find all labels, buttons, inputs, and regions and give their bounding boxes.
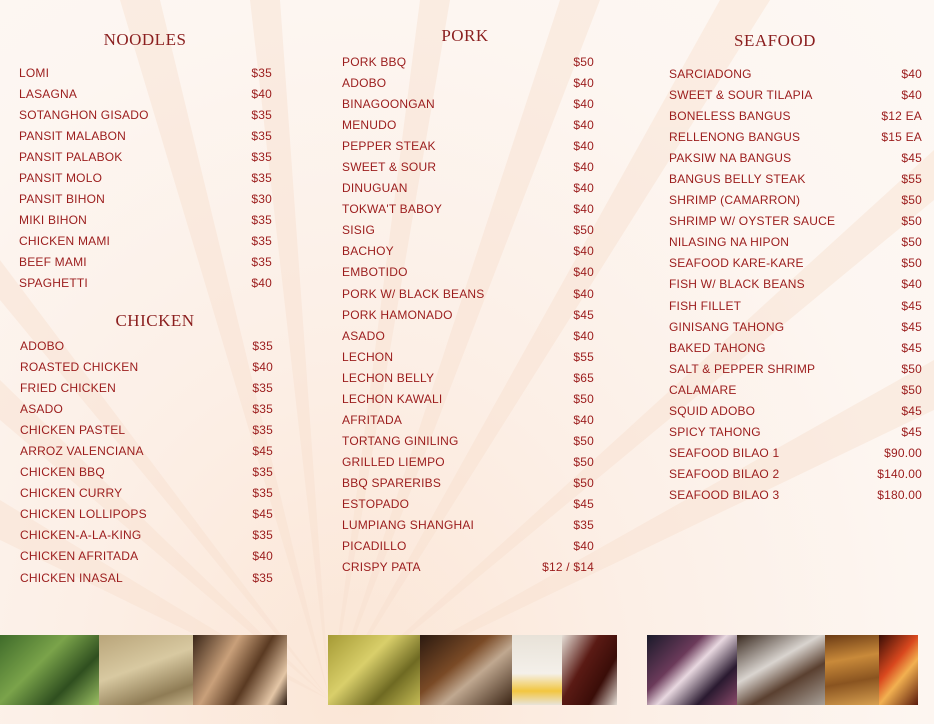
menu-item bbox=[669, 443, 922, 464]
item-name: PORK BBQ bbox=[342, 55, 407, 69]
menu-item bbox=[342, 536, 594, 557]
item-name: BONELESS BANGUS bbox=[669, 109, 791, 124]
item-price: $65 bbox=[573, 370, 594, 385]
item-name: LASAGNA bbox=[19, 87, 78, 102]
item-price: $50 bbox=[901, 361, 922, 376]
menu-item bbox=[342, 347, 594, 368]
item-price: $50 bbox=[573, 55, 594, 69]
menu-item bbox=[19, 210, 272, 231]
item-price: $45 bbox=[573, 496, 594, 511]
menu-item bbox=[669, 253, 922, 274]
item-name: PANSIT BIHON bbox=[19, 192, 105, 207]
menu-item bbox=[20, 378, 273, 399]
seafood-heading: SEAFOOD bbox=[734, 31, 816, 50]
item-name: SQUID ADOBO bbox=[669, 403, 756, 418]
menu-item bbox=[19, 126, 272, 147]
menu-item bbox=[669, 317, 922, 338]
item-price: $40 bbox=[573, 412, 594, 427]
menu-item bbox=[19, 273, 272, 294]
item-price: $40 bbox=[901, 88, 922, 103]
menu-item bbox=[342, 220, 594, 241]
menu-item bbox=[669, 232, 922, 253]
item-name: BINAGOONGAN bbox=[342, 97, 435, 112]
item-name: ASADO bbox=[342, 328, 386, 343]
menu-item bbox=[342, 515, 594, 536]
item-name: MIKI BIHON bbox=[19, 213, 88, 228]
item-name: SALT & PEPPER SHRIMP bbox=[669, 361, 816, 376]
item-name: PANSIT MOLO bbox=[19, 171, 103, 186]
item-name: GINISANG TAHONG bbox=[669, 319, 785, 334]
item-name: BAKED TAHONG bbox=[669, 340, 766, 355]
food-photo-mussels bbox=[647, 635, 737, 705]
item-price: $35 bbox=[251, 108, 272, 123]
item-price: $40 bbox=[573, 97, 594, 112]
item-name: ASADO bbox=[20, 402, 64, 417]
food-photo-seafood bbox=[737, 635, 825, 705]
item-name: FISH FILLET bbox=[669, 298, 742, 313]
menu-item bbox=[20, 568, 273, 589]
menu-item bbox=[20, 483, 273, 504]
item-name: LUMPIANG SHANGHAI bbox=[342, 518, 475, 533]
item-price: $50 bbox=[573, 391, 594, 406]
noodles-list bbox=[19, 63, 272, 295]
item-price: $35 bbox=[251, 255, 272, 270]
item-name: ADOBO bbox=[20, 339, 65, 353]
food-photo-lechon bbox=[420, 635, 512, 705]
item-price: $50 bbox=[901, 235, 922, 250]
item-price: $45 bbox=[573, 307, 594, 322]
item-name: SEAFOOD BILAO 1 bbox=[669, 445, 780, 460]
item-name: RELLENONG BANGUS bbox=[669, 130, 801, 145]
menu-item bbox=[342, 94, 594, 115]
menu-item bbox=[19, 231, 272, 252]
menu-item bbox=[20, 441, 273, 462]
item-price: $35 bbox=[252, 339, 273, 353]
item-price: $35 bbox=[251, 129, 272, 144]
item-price: $45 bbox=[901, 151, 922, 166]
item-price: $45 bbox=[901, 340, 922, 355]
item-price: $180.00 bbox=[877, 487, 922, 502]
item-price: $15 EA bbox=[881, 130, 922, 145]
item-price: $40 bbox=[252, 360, 273, 375]
item-name: SWEET & SOUR TILAPIA bbox=[669, 88, 813, 103]
item-name: LECHON BELLY bbox=[342, 370, 435, 385]
menu-item bbox=[342, 368, 594, 389]
food-photo-shrimp bbox=[879, 635, 918, 705]
menu-item bbox=[19, 189, 272, 210]
item-price: $50 bbox=[901, 214, 922, 229]
item-price: $35 bbox=[251, 150, 272, 165]
item-price: $50 bbox=[573, 454, 594, 469]
menu-item bbox=[19, 147, 272, 168]
item-price: $40 bbox=[573, 181, 594, 196]
menu-item bbox=[342, 136, 594, 157]
menu-item bbox=[342, 431, 594, 452]
item-price: $40 bbox=[901, 277, 922, 292]
item-price: $35 bbox=[251, 171, 272, 186]
item-price: $50 bbox=[573, 223, 594, 238]
menu-item bbox=[669, 359, 922, 380]
item-name: CHICKEN PASTEL bbox=[20, 423, 126, 438]
menu-item bbox=[342, 241, 594, 262]
item-name: NILASING NA HIPON bbox=[669, 235, 790, 250]
item-price: $55 bbox=[901, 172, 922, 187]
item-price: $45 bbox=[252, 507, 273, 522]
item-price: $12 EA bbox=[881, 109, 922, 124]
item-name: SISIG bbox=[342, 223, 376, 238]
chicken-list bbox=[20, 336, 273, 589]
item-name: CHICKEN BBQ bbox=[20, 465, 105, 480]
menu-item bbox=[669, 127, 922, 148]
food-photo-sausage bbox=[562, 635, 617, 705]
item-price: $40 bbox=[573, 76, 594, 91]
item-name: ESTOPADO bbox=[342, 496, 410, 511]
pork-heading: PORK bbox=[441, 26, 489, 45]
item-name: CALAMARE bbox=[669, 382, 737, 397]
item-name: SHRIMP W/ OYSTER SAUCE bbox=[669, 214, 836, 229]
noodles-heading: NOODLES bbox=[103, 30, 187, 49]
item-price: $35 bbox=[252, 423, 273, 438]
item-name: CRISPY PATA bbox=[342, 560, 421, 575]
item-price: $45 bbox=[252, 444, 273, 459]
menu-item bbox=[342, 389, 594, 410]
item-name: CHICKEN MAMI bbox=[19, 234, 111, 249]
item-price: $40 bbox=[573, 202, 594, 217]
menu-item bbox=[20, 420, 273, 441]
item-name: SOTANGHON GISADO bbox=[19, 108, 149, 123]
menu-item bbox=[20, 462, 273, 483]
menu-item bbox=[669, 296, 922, 317]
item-price: $40 bbox=[251, 87, 272, 102]
item-name: PANSIT MALABON bbox=[19, 129, 127, 144]
item-price: $40 bbox=[573, 244, 594, 259]
item-price: $35 bbox=[252, 570, 273, 585]
item-name: ROASTED CHICKEN bbox=[20, 360, 139, 375]
menu-item bbox=[20, 336, 273, 357]
item-name: LOMI bbox=[19, 66, 50, 80]
menu-item bbox=[669, 274, 922, 295]
photo-strip-left bbox=[0, 635, 287, 705]
item-price: $50 bbox=[573, 475, 594, 490]
item-name: CHICKEN-A-LA-KING bbox=[20, 528, 142, 543]
menu-item bbox=[342, 326, 594, 347]
item-name: GRILLED LIEMPO bbox=[342, 454, 445, 469]
item-price: $40 bbox=[901, 67, 922, 81]
menu-item bbox=[20, 357, 273, 378]
menu-item bbox=[342, 52, 594, 73]
food-photo-noodles bbox=[99, 635, 193, 705]
item-price: $55 bbox=[573, 349, 594, 364]
item-name: SARCIADONG bbox=[669, 67, 752, 81]
item-price: $50 bbox=[901, 382, 922, 397]
item-name: EMBOTIDO bbox=[342, 265, 408, 280]
item-price: $50 bbox=[573, 433, 594, 448]
pork-list bbox=[342, 52, 594, 578]
menu-item bbox=[669, 380, 922, 401]
menu-item bbox=[669, 485, 922, 506]
menu-item bbox=[669, 85, 922, 106]
item-price: $40 bbox=[573, 265, 594, 280]
item-price: $40 bbox=[573, 160, 594, 175]
menu-item bbox=[19, 252, 272, 273]
menu-item bbox=[342, 410, 594, 431]
item-price: $35 bbox=[252, 465, 273, 480]
menu-item bbox=[342, 157, 594, 178]
menu-item bbox=[19, 105, 272, 126]
item-price: $45 bbox=[901, 424, 922, 439]
item-price: $35 bbox=[252, 402, 273, 417]
item-price: $40 bbox=[573, 539, 594, 554]
item-name: BBQ SPARERIBS bbox=[342, 475, 442, 490]
item-name: FISH W/ BLACK BEANS bbox=[669, 277, 805, 292]
item-name: FRIED CHICKEN bbox=[20, 381, 116, 396]
item-name: SPICY TAHONG bbox=[669, 424, 761, 439]
photo-strip-right bbox=[647, 635, 918, 705]
seafood-list bbox=[669, 64, 922, 506]
menu-item bbox=[669, 338, 922, 359]
item-name: SEAFOOD KARE-KARE bbox=[669, 256, 804, 271]
menu-item bbox=[669, 422, 922, 443]
item-name: BANGUS BELLY STEAK bbox=[669, 172, 806, 187]
item-name: CHICKEN CURRY bbox=[20, 486, 123, 501]
item-price: $50 bbox=[901, 193, 922, 208]
item-price: $35 bbox=[252, 486, 273, 501]
menu-item bbox=[669, 106, 922, 127]
item-price: $40 bbox=[573, 328, 594, 343]
item-name: LECHON KAWALI bbox=[342, 391, 443, 406]
menu-item bbox=[342, 115, 594, 136]
item-name: PICADILLO bbox=[342, 539, 407, 554]
item-price: $35 bbox=[252, 528, 273, 543]
menu-item bbox=[342, 262, 594, 283]
item-price: $140.00 bbox=[877, 466, 922, 481]
menu-item bbox=[342, 473, 594, 494]
food-photo-chicken bbox=[193, 635, 287, 705]
item-price: $35 bbox=[251, 213, 272, 228]
item-name: ADOBO bbox=[342, 76, 387, 91]
item-price: $35 bbox=[251, 234, 272, 249]
food-photo-lumpia bbox=[825, 635, 879, 705]
item-name: TORTANG GINILING bbox=[342, 433, 459, 448]
food-photo-egg bbox=[512, 635, 562, 705]
menu-item bbox=[669, 464, 922, 485]
item-price: $50 bbox=[901, 256, 922, 271]
item-name: CHICKEN AFRITADA bbox=[20, 549, 139, 564]
menu-item bbox=[20, 399, 273, 420]
menu-item bbox=[342, 178, 594, 199]
item-name: PORK HAMONADO bbox=[342, 307, 453, 322]
menu-item bbox=[669, 169, 922, 190]
item-name: PAKSIW NA BANGUS bbox=[669, 151, 792, 166]
menu-item bbox=[342, 73, 594, 94]
menu-item bbox=[342, 494, 594, 515]
menu-item bbox=[669, 190, 922, 211]
item-name: CHICKEN LOLLIPOPS bbox=[20, 507, 147, 522]
item-price: $45 bbox=[901, 298, 922, 313]
item-price: $30 bbox=[251, 192, 272, 207]
item-name: SEAFOOD BILAO 2 bbox=[669, 466, 780, 481]
menu-item bbox=[342, 557, 594, 578]
item-name: TOKWA'T BABOY bbox=[342, 202, 443, 217]
item-price: $90.00 bbox=[884, 445, 922, 460]
menu-item bbox=[19, 168, 272, 189]
menu-item bbox=[20, 504, 273, 525]
menu-item bbox=[342, 452, 594, 473]
item-name: AFRITADA bbox=[342, 412, 403, 427]
item-name: SWEET & SOUR bbox=[342, 160, 437, 175]
item-name: SPAGHETTI bbox=[19, 276, 88, 291]
item-name: SEAFOOD BILAO 3 bbox=[669, 487, 780, 502]
menu-item bbox=[669, 211, 922, 232]
chicken-heading: CHICKEN bbox=[115, 311, 195, 330]
item-name: SHRIMP (CAMARRON) bbox=[669, 193, 801, 208]
menu-item bbox=[19, 84, 272, 105]
menu-item bbox=[20, 546, 273, 567]
menu-item bbox=[342, 305, 594, 326]
photo-strip-middle bbox=[328, 635, 617, 705]
food-photo-rings bbox=[328, 635, 420, 705]
item-price: $35 bbox=[252, 381, 273, 396]
item-name: PORK W/ BLACK BEANS bbox=[342, 286, 485, 301]
item-price: $40 bbox=[573, 286, 594, 301]
item-price: $40 bbox=[252, 549, 273, 564]
item-name: BEEF MAMI bbox=[19, 255, 87, 270]
item-name: PANSIT PALABOK bbox=[19, 150, 123, 165]
menu-item bbox=[342, 199, 594, 220]
menu-item bbox=[669, 148, 922, 169]
food-photo-greens bbox=[0, 635, 99, 705]
item-name: DINUGUAN bbox=[342, 181, 408, 196]
item-price: $35 bbox=[251, 66, 272, 80]
menu-item bbox=[19, 63, 272, 84]
item-name: CHICKEN INASAL bbox=[20, 570, 123, 585]
item-name: ARROZ VALENCIANA bbox=[20, 444, 144, 459]
menu-item bbox=[669, 401, 922, 422]
item-name: BACHOY bbox=[342, 244, 394, 259]
item-price: $40 bbox=[573, 118, 594, 133]
item-name: LECHON bbox=[342, 349, 394, 364]
menu-item bbox=[669, 64, 922, 85]
menu-item bbox=[20, 525, 273, 546]
item-price: $40 bbox=[251, 276, 272, 291]
item-price: $45 bbox=[901, 403, 922, 418]
item-price: $45 bbox=[901, 319, 922, 334]
menu-item bbox=[342, 284, 594, 305]
item-price: $12 / $14 bbox=[542, 560, 594, 575]
item-name: MENUDO bbox=[342, 118, 397, 133]
item-price: $40 bbox=[573, 139, 594, 154]
item-price: $35 bbox=[573, 518, 594, 533]
item-name: PEPPER STEAK bbox=[342, 139, 436, 154]
